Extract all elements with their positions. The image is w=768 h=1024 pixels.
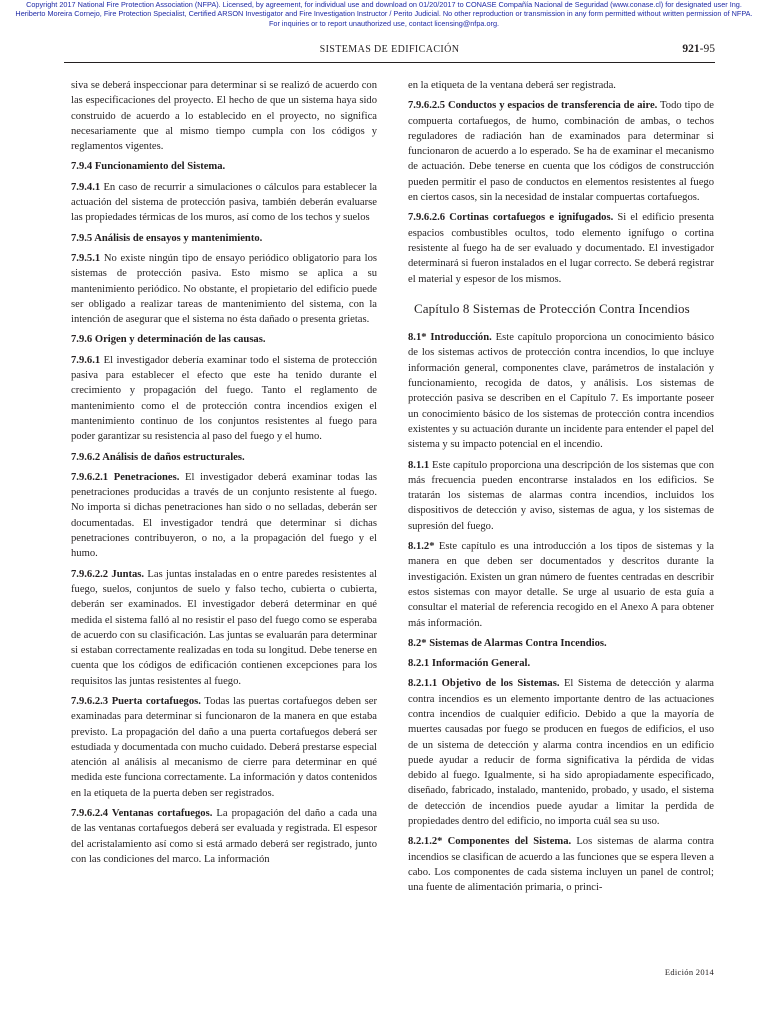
chapter-heading: Capítulo 8 Sistemas de Protección Contra Incendios [414, 300, 690, 316]
left-column [71, 78, 377, 872]
paragraph-7-9-4-1: 7.9.4.1 En caso de recurrir a simulaciones o cálculos para establecer la actuación del sistema de protección pasiva, también deberán evaluarse las propiedades térmicas de los muros, así como de los techos y suelos [71, 181, 377, 224]
header-rule [64, 62, 715, 63]
paragraph: en la etiqueta de la ventana deberá ser registrada. [408, 80, 616, 91]
paragraph-7-9-6-2-5: 7.9.6.2.5 Conductos y espacios de transferencia de aire. Todo tipo de compuerta cortafuegos, de humo, combinación de ambas, o techos reguladores de radiación han de examinados para determinar si funcionaron de acuerdo a lo esperado. Se ha de examinar el mecanismo de actuación. Debe tenerse en cuenta que los códigos de construcción pueden permitir el paso de conductos en elementos resistentes al fuego en ciertos casos, sin la necesidad de instalar compuertas cortafuegos. [408, 100, 714, 204]
copyright-notice [0, 0, 768, 28]
page-number-main: 921 [682, 43, 700, 55]
section-heading-7-9-5: 7.9.5 Análisis de ensayos y mantenimiento. [71, 232, 263, 244]
paragraph-7-9-6-2-3: 7.9.6.2.3 Puerta cortafuegos. Todas las puertas cortafuegos deben ser examinadas para determinar si funcionaron de la manera en que estaba previsto. La propagación del daño a una puerta cortafuegos deberá ser estudiada y documentada con mucho cuidado. Deberá prestarse especial atención al análisis al mecanismo de cierre para determinar en qué medida este funciona correctamente. La información y datos contenidos en la etiqueta de la puerta deben ser registrados. [71, 695, 377, 799]
paragraph-7-9-6-1: 7.9.6.1 El investigador debería examinar todo el sistema de protección pasiva para establecer el efecto que este ha tenido durante el crecimiento y propagación del fuego. Tanto el reglamento de mantenimiento como el de protección contra incendios exigen el mantenimiento continuo de los conjuntos resistentes al fuego para poder garantizar su resistencia al paso del fuego y el humo. [71, 354, 377, 443]
copyright-line: Heriberto Moreira Cornejo, Fire Protection Specialist, Certified ARSON Investigator and Fire Investigation Instructor / Perito Judicial. No other reproduction or transmission in any form permitted without written permission of NFPA. [15, 9, 753, 19]
paragraph-8-2-1-2: 8.2.1.2* Componentes del Sistema. Los sistemas de alarma contra incendios se clasifican de acuerdo a las funciones que se espera lleven a cabo. Los componentes de cada sistema incluyen un panel de control; una fuente de alimentación primaria, o princi- [408, 836, 714, 894]
edition-footer: Edición 2014 [664, 967, 714, 977]
paragraph-8-1-2: 8.1.2* Este capítulo es una introducción a los tipos de sistemas y la manera en que deben ser documentados y descritos durante la investigación. Existen un gran número de fuentes centradas en describir estos sistemas con mayor detalle. Se urge al usuario de esta guía a consultar el material de referencia recogido en el Anexo A para obtener más información. [408, 541, 714, 629]
running-header [64, 42, 715, 60]
section-heading-7-9-6-2: 7.9.6.2 Análisis de daños estructurales. [71, 451, 245, 463]
copyright-line: Copyright 2017 National Fire Protection Association (NFPA). Licensed, by agreement, for individual use and download on 01/20/2017 to CONASE Compañía Nacional de Seguridad (www.conase.cl) for designated user Ing. [26, 0, 742, 9]
copyright-line: For inquiries or to report unauthorized use, contact licensing@nfpa.org. [268, 18, 500, 28]
section-heading-8-2-1: 8.2.1 Información General. [408, 658, 531, 670]
section-heading-8-2: 8.2* Sistemas de Alarmas Contra Incendios. [408, 637, 607, 649]
right-column [408, 78, 714, 901]
paragraph-7-9-6-2-2: 7.9.6.2.2 Juntas. Las juntas instaladas en o entre paredes resistentes al fuego, suelos, conjuntos de suelo y falso techo, cubierta o cubierta, deberán ser examinados. El investigador deberá determinar en qué medida el sistema falló al no resistir el paso del fuego como se esperaba de acuerdo con su clasificación. Las juntas se evaluarán para determinar si estaban correctamente realizadas en toda su longitud. Debe tenerse en cuenta que los códigos de edificación contienen excepciones para los requisitos las juntas resistentes al fuego. [71, 568, 378, 687]
paragraph: siva se deberá inspeccionar para determinar si se realizó de acuerdo con las especificaciones del proyecto. El hecho de que un sistema haya sido construido de acuerdo a lo establecido en el proyecto, no significa necesariamente que al mismo tiempo cumpla con los códigos y reglamentos vigentes. [71, 80, 377, 153]
header-title: SISTEMAS DE EDIFICACIÓN [319, 44, 460, 55]
page-number [682, 43, 715, 55]
paragraph-7-9-6-2-1: 7.9.6.2.1 Penetraciones. El investigador deberá examinar todas las penetraciones producidas a través de un conjunto resistente al fuego. No importa si dichas penetraciones han sido o no selladas, deberán ser documentadas. El investigador tendrá que determinar si dichas penetraciones contribuyeron, o no, a la propagación del fuego y el humo. [71, 471, 377, 560]
paragraph-7-9-5-1: 7.9.5.1 No existe ningún tipo de ensayo periódico obligatorio para los sistemas de protección pasiva. Esto mismo se aplica a su mantenimiento periódico. No obstante, el propietario del edificio puede ser obligado a realizar tareas de mantenimiento del sistema, con la intención de asegurar que el sistema no ésta dañado o presenta grietas. [71, 252, 377, 326]
page-number-suffix: -95 [699, 43, 715, 55]
paragraph-8-2-1-1: 8.2.1.1 Objetivo de los Sistemas. El Sistema de detección y alarma contra incendios es un elemento importante dentro de las actuaciones contra incendios de cualquier edificio. Debido a que la mayoría de muertes causadas por fuego se producen en fuegos de edificios, el uso de un sistema de detección y alarma contra incendios en un edificio puede ayudar a reducir de forma significativa la pérdida de vidas debido al fuego. Igualmente, si ha sido apropiadamente especificado, diseñado, fabricado, instalado, mantenido, probado, y usado, el sistema de detección de incendios puede ayudar a limitar la perdida de propiedades dentro del edificio, no importa cuál sea su uso. [408, 678, 714, 828]
paragraph-7-9-6-2-6: 7.9.6.2.6 Cortinas cortafuegos e ignifugados. Si el edificio presenta espacios combustibles ocultos, todo elemento ignífugo o cortina resistente al fuego ha de ser evaluado y documentado. El investigador determinará si fueron instalados en el lugar correcto. Se deberá registrar el material y espesor de los mismos. [408, 212, 714, 285]
section-heading-7-9-4: 7.9.4 Funcionamiento del Sistema. [71, 161, 226, 173]
paragraph-7-9-6-2-4: 7.9.6.2.4 Ventanas cortafuegos. La propagación del daño a cada una de las ventanas cortafuegos deberá ser evaluada y registrada. El espesor del acristalamiento así como si está armado deberá ser registrado, junto con las condiciones del marco. La información [71, 808, 377, 865]
paragraph-8-1-1: 8.1.1 Este capítulo proporciona una descripción de los sistemas que con más frecuencia pueden encontrarse instalados en los edificios. Se tratarán los sistemas de alarmas contra incendios, incluidos los dispositivos de detección y aviso, sistemas de agua, y los sistemas de supresión del fuego. [408, 459, 714, 532]
section-heading-7-9-6: 7.9.6 Origen y determinación de las causas. [71, 334, 266, 346]
paragraph-8-1: 8.1* Introducción. Este capítulo proporciona un conocimiento básico de los sistemas activos de protección contra incendios, lo que incluye información general, componentes clave, parámetros de instalación y funcionamiento, recogida de datos, y análisis. Los sistemas de protección pasiva se describen en el Capítulo 7. Es importante poseer un conocimiento básico de los sistemas de protección contra incendios existentes y su actuación durante un incidente para entender el papel del sistema y su impacto potencial en el incendio. [408, 332, 714, 451]
